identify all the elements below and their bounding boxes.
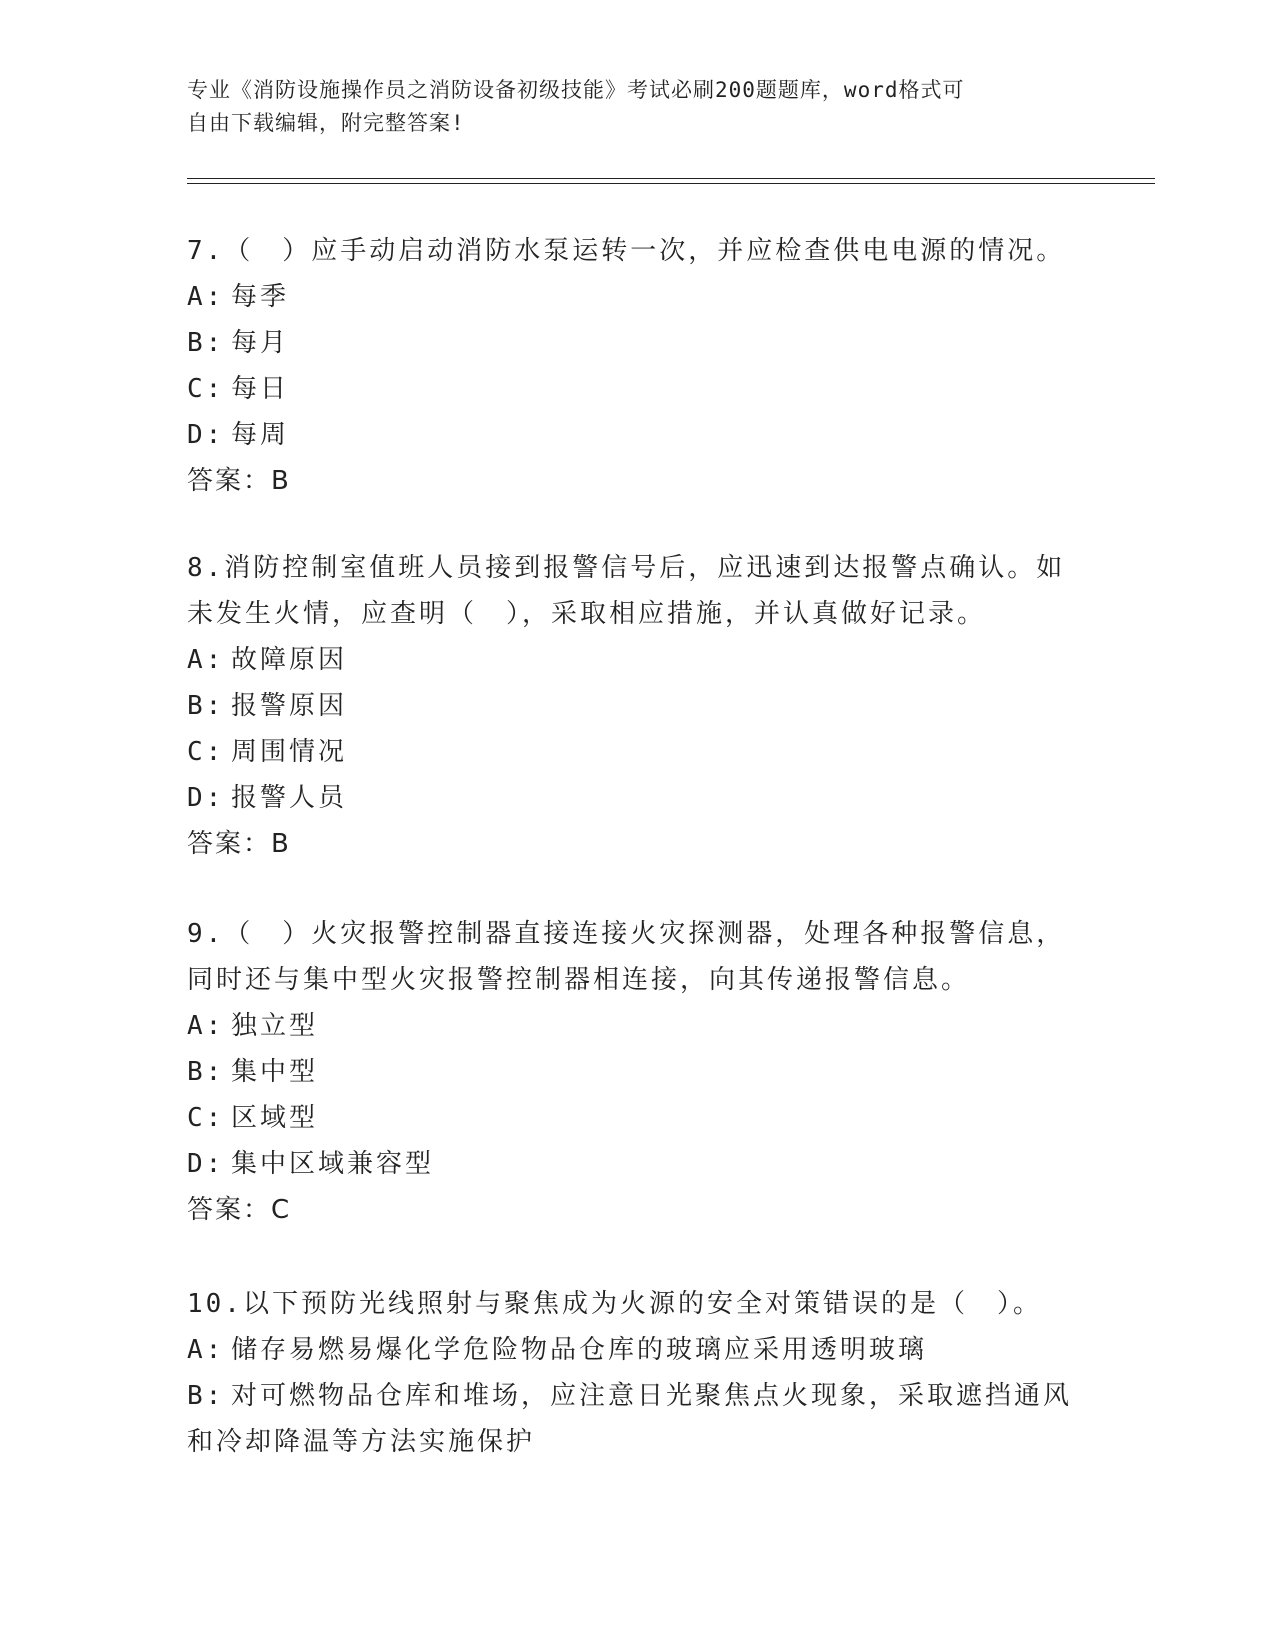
- question-8: [187, 545, 1087, 867]
- option-c: [187, 729, 1087, 775]
- header-line-2: 自由下载编辑，附完整答案!: [187, 111, 465, 135]
- option-key: D:: [187, 1149, 225, 1179]
- question-9: [187, 911, 1087, 1233]
- question-stem: 10.以下预防光线照射与聚焦成为火源的安全对策错误的是（ ）。: [187, 1289, 1042, 1319]
- option-key: B:: [187, 691, 225, 721]
- option-key: A:: [187, 1011, 225, 1041]
- option-text: 区域型: [231, 1103, 319, 1133]
- option-d: [187, 412, 1087, 458]
- option-text: 报警人员: [231, 783, 348, 813]
- option-key: C:: [187, 1103, 225, 1133]
- option-text: 独立型: [231, 1011, 319, 1041]
- header-divider-top: [187, 178, 1155, 179]
- option-text: 储存易燃易爆化学危险物品仓库的玻璃应采用透明玻璃: [231, 1335, 928, 1365]
- option-key: B:: [187, 1057, 225, 1087]
- option-text: 故障原因: [231, 645, 348, 675]
- option-b: [187, 320, 1087, 366]
- question-stem: 8.消防控制室值班人员接到报警信号后，应迅速到达报警点确认。如未发生火情，应查明（ ），采取相应措施，并认真做好记录。: [187, 553, 1066, 629]
- option-text: 对可燃物品仓库和堆场，应注意日光聚焦点火现象，采取遮挡通风和冷却降温等方法实施保护: [187, 1381, 1073, 1457]
- option-c: [187, 366, 1087, 412]
- option-d: [187, 1141, 1087, 1187]
- option-key: B:: [187, 328, 225, 358]
- option-text: 每日: [231, 374, 290, 404]
- option-key: B:: [187, 1381, 225, 1411]
- option-a: [187, 1003, 1087, 1049]
- document-header: [187, 74, 1067, 140]
- option-key: A:: [187, 1335, 225, 1365]
- question-7: [187, 228, 1087, 504]
- option-key: C:: [187, 374, 225, 404]
- option-a: [187, 637, 1087, 683]
- answer-label: 答案：B: [187, 466, 291, 496]
- option-text: 集中型: [231, 1057, 319, 1087]
- question-stem: 7.（ ）应手动启动消防水泵运转一次，并应检查供电电源的情况。: [187, 236, 1066, 266]
- option-text: 集中区域兼容型: [231, 1149, 435, 1179]
- option-key: D:: [187, 420, 225, 450]
- option-c: [187, 1095, 1087, 1141]
- option-a: [187, 1327, 1087, 1373]
- question-10: [187, 1281, 1087, 1465]
- option-b: [187, 683, 1087, 729]
- header-divider-bottom: [187, 183, 1155, 184]
- option-text: 每季: [231, 282, 290, 312]
- question-stem: 9.（ ）火灾报警控制器直接连接火灾探测器，处理各种报警信息，同时还与集中型火灾报警控制器相连接，向其传递报警信息。: [187, 919, 1066, 995]
- option-b: [187, 1049, 1087, 1095]
- option-d: [187, 775, 1087, 821]
- option-key: D:: [187, 783, 225, 813]
- option-text: 报警原因: [231, 691, 348, 721]
- option-text: 每周: [231, 420, 290, 450]
- option-a: [187, 274, 1087, 320]
- header-line-1: 专业《消防设施操作员之消防设备初级技能》考试必刷200题题库，word格式可: [187, 78, 965, 102]
- option-b: [187, 1373, 1087, 1465]
- option-key: C:: [187, 737, 225, 767]
- option-text: 周围情况: [231, 737, 348, 767]
- answer-label: 答案：B: [187, 829, 291, 859]
- option-key: A:: [187, 645, 225, 675]
- option-key: A:: [187, 282, 225, 312]
- option-text: 每月: [231, 328, 290, 358]
- answer-label: 答案：C: [187, 1195, 292, 1225]
